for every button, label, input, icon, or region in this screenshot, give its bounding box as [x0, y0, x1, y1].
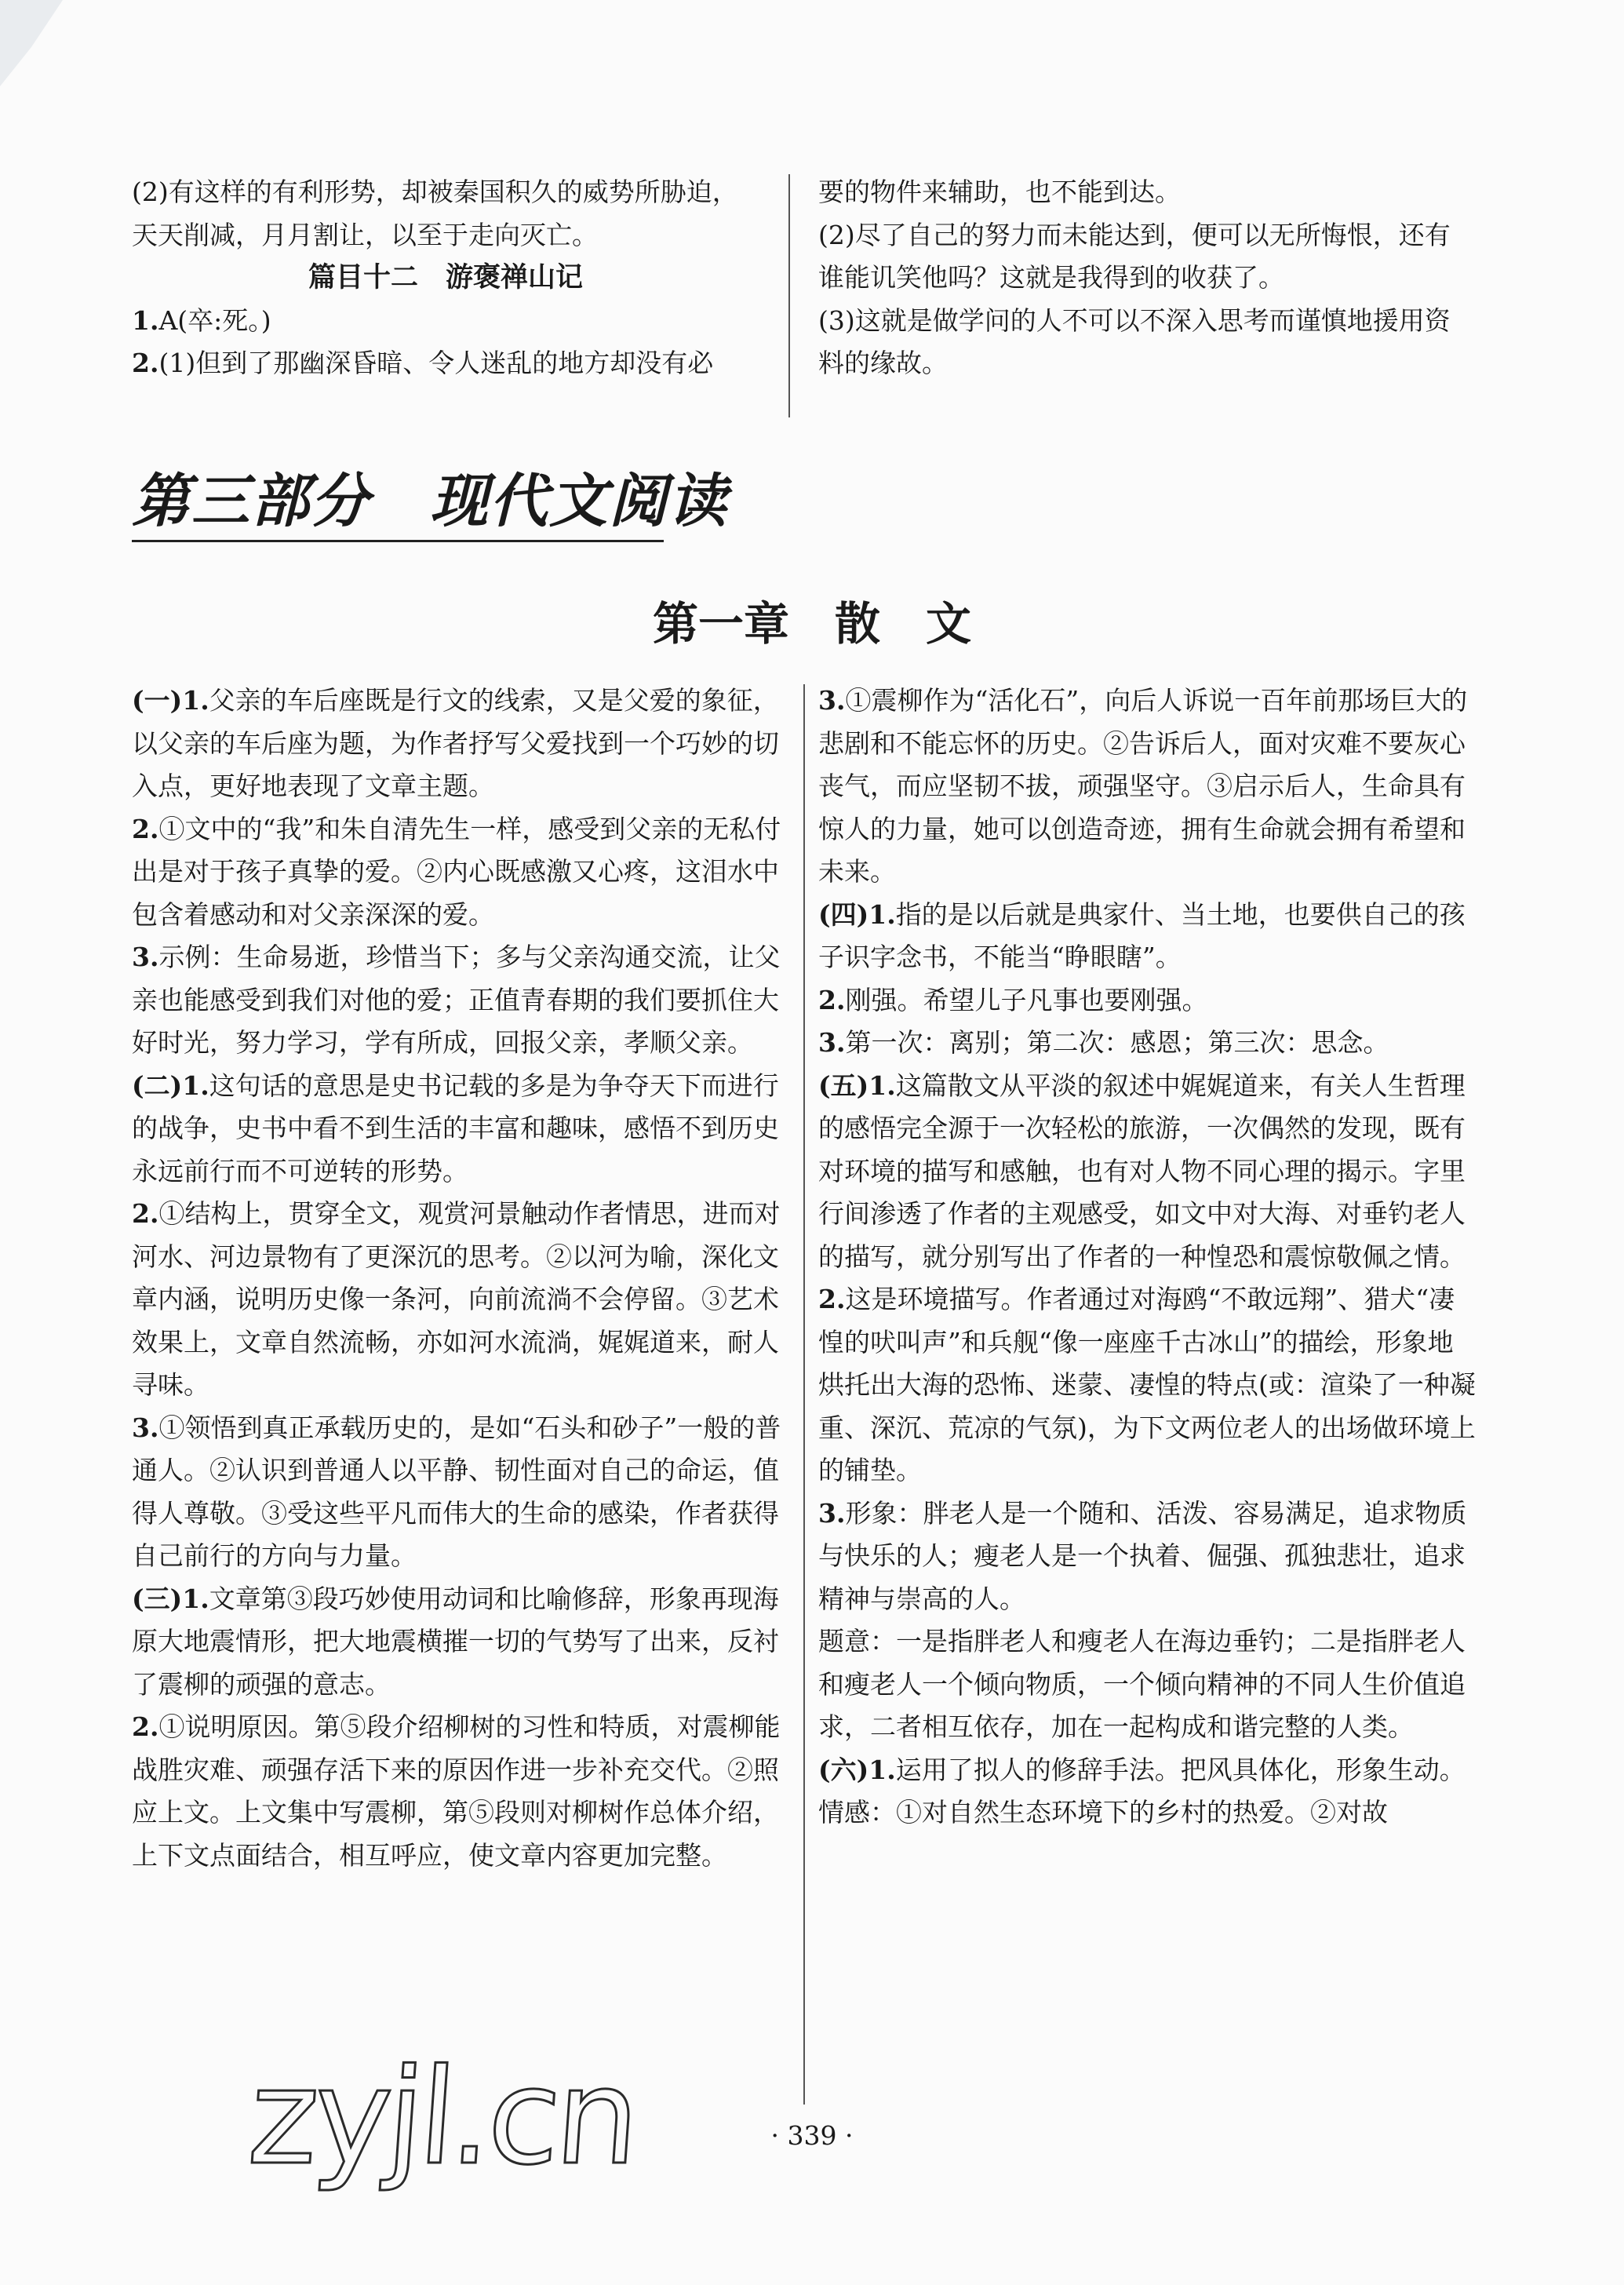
answer-item: 1.A(卒:死。) [132, 304, 271, 336]
answer-item: 2.①说明原因。第⑤段介绍柳树的习性和特质，对震柳能战胜灾难、顽强存活下来的原因作进一步补充交代。②照应上文。上文集中写震柳，第⑤段则对柳树作总体介绍，上下文点面结合，相互呼应，使文章内容更加完整。 [132, 1711, 781, 1871]
page-corner-fold [0, 0, 71, 94]
left-column [132, 680, 789, 1877]
answer-item: 2.这是环境描写。作者通过对海鸥“不敢远翔”、猎犬“凄惶的吠叫声”和兵舰“像一座座千古冰山”的描绘，形象地烘托出大海的恐怖、迷蒙、凄惶的特点(或：渲染了一种凝重、深沉、荒凉的气氛)，为下文两位老人的出场做环境上的铺垫。 [818, 1284, 1476, 1485]
column-divider [803, 684, 805, 2105]
answer-item: (二)1.这句话的意思是史书记载的多是为争夺天下而进行的战争，史书中看不到生活的丰富和趣味，感悟不到历史永远前行而不可逆转的形势。 [132, 1070, 779, 1186]
answer-item: 2.①结构上，贯穿全文，观赏河景触动作者情思，进而对河水、河边景物有了更深沉的思考。②以河为喻，深化文章内涵，说明历史像一条河，向前流淌不会停留。③艺术效果上，文章自然流畅，亦如河水流淌，娓娓道来，耐人寻味。 [132, 1198, 781, 1400]
chapter-title: 第一章 散 文 [652, 597, 971, 651]
answer-item: 题意：一是指胖老人和瘦老人在海边垂钓；二是指胖老人和瘦老人一个倾向物质，一个倾向精神的不同人生价值追求，二者相互依存，加在一起构成和谐完整的人类。 [818, 1626, 1466, 1742]
top-right-column [818, 171, 1454, 385]
answer-item: 3.第一次：离别；第二次：感恩；第三次：思念。 [818, 1027, 1389, 1058]
answer-item: 3.形象：胖老人是一个随和、活泼、容易满足，追求物质与快乐的人；瘦老人是一个执着、倔强、孤独悲壮，追求精神与崇高的人。 [818, 1497, 1467, 1614]
answer-item: 3.示例：生命易逝，珍惜当下；多与父亲沟通交流，让父亲也能感受到我们对他的爱；正值青春期的我们要抓住大好时光，努力学习，学有所成，回报父亲，孝顺父亲。 [132, 942, 781, 1058]
answer-item: (三)1.文章第③段巧妙使用动词和比喻修辞，形象再现海原大地震情形，把大地震横摧一切的气势写了出来，反衬了震柳的顽强的意志。 [132, 1583, 779, 1700]
section-underline [132, 540, 664, 542]
answer-item: (四)1.指的是以后就是典家什、当土地，也要供自己的孩子识字念书，不能当“睁眼瞎”。 [818, 898, 1466, 972]
top-left-column [132, 171, 759, 385]
section-title: 第三部分 现代文阅读 [132, 468, 728, 535]
column-divider [788, 174, 790, 417]
answer-item: 3.①震柳作为“活化石”，向后人诉说一百年前那场巨大的悲剧和不能忘怀的历史。②告诉后人，面对灾难不要灰心丧气，而应坚韧不拔，顽强坚守。③启示后人，生命具有惊人的力量，她可以创造奇迹，拥有生命就会拥有希望和未来。 [818, 685, 1468, 887]
paragraph: (3)这就是做学问的人不可以不深入思考而谨慎地援用资料的缘故。 [818, 304, 1451, 378]
answer-item: 2.刚强。希望儿子凡事也要刚强。 [818, 984, 1208, 1015]
answer-item: 3.①领悟到真正承载历史的，是如“石头和砂子”一般的普通人。②认识到普通人以平静、韧性面对自己的命运，值得人尊敬。③受这些平凡而伟大的生命的感染，作者获得自己前行的方向与力量。 [132, 1412, 781, 1571]
answer-item: 2.①文中的“我”和朱自清先生一样，感受到父亲的无私付出是对于孩子真挚的爱。②内心既感激又心疼，这泪水中包含着感动和对父亲深深的爱。 [132, 813, 781, 930]
page-number: · 339 · [770, 2120, 854, 2151]
answer-item: 2.(1)但到了那幽深昏暗、令人迷乱的地方却没有必 [132, 348, 714, 378]
right-column [818, 680, 1476, 1835]
paragraph: (2)有这样的有利形势，却被秦国积久的威势所胁迫，天天削减，月月割让，以至于走向灭亡。 [132, 177, 738, 250]
watermark: zyjl.cn [244, 2040, 641, 2194]
answer-item: (一)1.父亲的车后座既是行文的线索，又是父爱的象征，以父亲的车后座为题，为作者抒写父爱找到一个巧妙的切入点，更好地表现了文章主题。 [132, 685, 779, 801]
answer-item: 情感：①对自然生态环境下的乡村的热爱。②对故 [818, 1797, 1388, 1828]
answer-item: (五)1.这篇散文从平淡的叙述中娓娓道来，有关人生哲理的感悟完全源于一次轻松的旅游，一次偶然的发现，既有对环境的描写和感触，也有对人物不同心理的揭示。字里行间渗透了作者的主观感受，如文中对大海、对垂钓老人的描写，就分别写出了作者的一种惶恐和震惊敬佩之情。 [818, 1070, 1466, 1272]
subtitle: 篇目十二 游褒禅山记 [308, 261, 583, 293]
paragraph: (2)尽了自己的努力而未能达到，便可以无所悔恨，还有谁能讥笑他吗？这就是我得到的收获了。 [818, 219, 1451, 293]
answer-item: (六)1.运用了拟人的修辞手法。把风具体化，形象生动。 [818, 1754, 1466, 1785]
paragraph: 要的物件来辅助，也不能到达。 [818, 177, 1181, 207]
